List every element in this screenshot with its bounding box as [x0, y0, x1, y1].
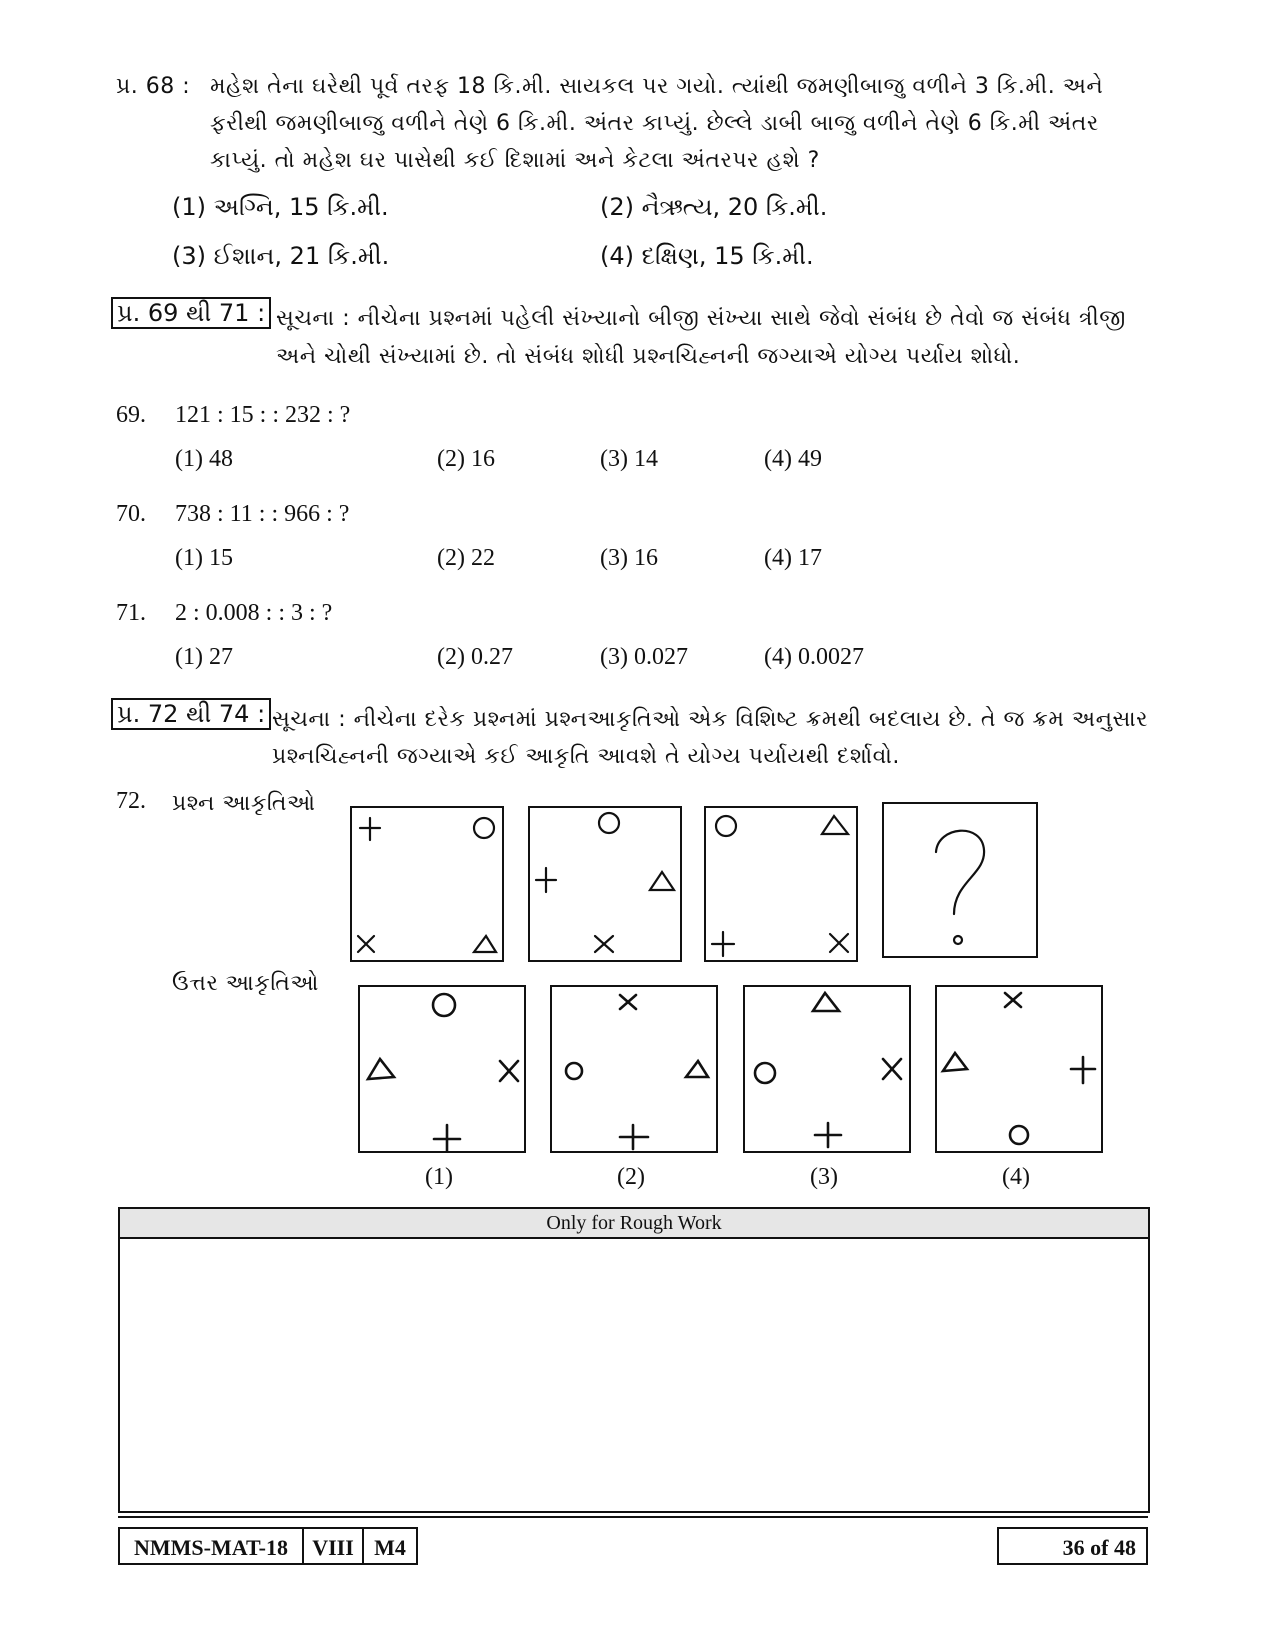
circle-shape [599, 813, 619, 833]
q70-option-3[interactable]: (3) 16 [600, 545, 658, 571]
q68-option-3[interactable]: (3) ઈશાન, 21 કિ.મી. [172, 242, 390, 270]
q71-number: 71. [116, 600, 146, 626]
plus-shape [536, 868, 556, 892]
question-figure-1 [350, 806, 504, 962]
q69-option-1[interactable]: (1) 48 [175, 446, 233, 472]
triangle-shape [686, 1061, 708, 1077]
circle-shape [716, 816, 736, 836]
instruction-72-74-line2: પ્રશ્નચિહ્નની જગ્યાએ કઈ આકૃતિ આવશે તે યોગ્ય પર્યાયથી દર્શાવો. [272, 744, 900, 769]
q70-text: 738 : 11 : : 966 : ? [175, 501, 350, 527]
answer-figure-1[interactable] [358, 985, 526, 1153]
circle-shape [474, 818, 494, 838]
cross-shape [830, 934, 848, 952]
answer-figure-3[interactable] [743, 985, 911, 1153]
instruction-72-74-line1: સૂચના : નીચેના દરેક પ્રશ્નમાં પ્રશ્નઆકૃતિઓ એક વિશિષ્ટ ક્રમથી બદલાય છે. તે જ ક્રમ અનુસાર [272, 707, 1149, 732]
instruction-69-71-line1: સૂચના : નીચેના પ્રશ્નમાં પહેલી સંખ્યાનો બીજી સંખ્યા સાથે જેવો સંબંધ છે તેવો જ સંબંધ ત્રીજી [276, 306, 1126, 331]
question-mark-icon [936, 831, 984, 914]
cross-shape [620, 995, 636, 1009]
footer-divider [118, 1516, 1148, 1518]
footer-code: NMMS-MAT-18 [118, 1527, 304, 1565]
q69-number: 69. [116, 402, 146, 428]
q68-option-4[interactable]: (4) દક્ષિણ, 15 કિ.મી. [600, 242, 814, 270]
q70-option-4[interactable]: (4) 17 [764, 545, 822, 571]
cross-shape [358, 936, 374, 952]
plus-shape [1071, 1057, 1095, 1083]
q70-option-2[interactable]: (2) 22 [437, 545, 495, 571]
cross-shape [883, 1059, 901, 1079]
triangle-shape [943, 1053, 967, 1071]
q68-line1: મહેશ તેના ઘરેથી પૂર્વ તરફ 18 કિ.મી. સાયકલ પર ગયો. ત્યાંથી જમણીબાજુ વળીને 3 કિ.મી. અને [210, 74, 1104, 99]
question-figure-unknown [882, 802, 1038, 958]
footer-set: M4 [362, 1527, 418, 1565]
plus-shape [712, 932, 734, 956]
q68-option-2[interactable]: (2) નૈઋત્ય, 20 કિ.મી. [600, 193, 828, 221]
triangle-shape [474, 936, 496, 952]
circle-shape [1010, 1126, 1028, 1144]
question-figure-2 [528, 806, 682, 962]
q69-option-3[interactable]: (3) 14 [600, 446, 658, 472]
footer-class: VIII [302, 1527, 364, 1565]
q69-text: 121 : 15 : : 232 : ? [175, 402, 351, 428]
answer-number-2: (2) [617, 1164, 645, 1190]
answer-figure-2[interactable] [550, 985, 718, 1153]
q71-option-2[interactable]: (2) 0.27 [437, 644, 513, 670]
plus-shape [815, 1123, 841, 1147]
answer-number-3: (3) [810, 1164, 838, 1190]
cross-shape [1005, 993, 1021, 1007]
q68-number: પ્ર. 68 : [116, 74, 191, 99]
rough-work-heading: Only for Rough Work [120, 1209, 1148, 1239]
triangle-shape [368, 1059, 394, 1079]
plus-shape [360, 818, 380, 840]
circle-shape [433, 994, 455, 1016]
cross-shape [595, 936, 613, 952]
q71-text: 2 : 0.008 : : 3 : ? [175, 600, 333, 626]
answer-number-1: (1) [425, 1164, 453, 1190]
q70-number: 70. [116, 501, 146, 527]
plus-shape [620, 1125, 648, 1149]
q69-option-2[interactable]: (2) 16 [437, 446, 495, 472]
q71-option-4[interactable]: (4) 0.0027 [764, 644, 864, 670]
answer-number-4: (4) [1002, 1164, 1030, 1190]
q68-line2: ફરીથી જમણીબાજુ વળીને તેણે 6 કિ.મી. અંતર કાપ્યું. છેલ્લે ડાબી બાજુ વળીને તેણે 6 કિ.મી અંતર [210, 111, 1099, 136]
q72-number: 72. [116, 788, 146, 814]
circle-shape [755, 1063, 775, 1083]
triangle-shape [822, 816, 848, 834]
question-figures-label: પ્રશ્ન આકૃતિઓ [172, 791, 316, 816]
cross-shape [500, 1061, 518, 1081]
q69-option-4[interactable]: (4) 49 [764, 446, 822, 472]
circle-shape [566, 1063, 582, 1079]
q71-option-1[interactable]: (1) 27 [175, 644, 233, 670]
instruction-69-71-line2: અને ચોથી સંખ્યામાં છે. તો સંબંધ શોધી પ્રશ્નચિહ્નની જગ્યાએ યોગ્ય પર્યાય શોધો. [276, 344, 1021, 369]
triangle-shape [813, 993, 839, 1011]
triangle-shape [650, 872, 674, 890]
q71-option-3[interactable]: (3) 0.027 [600, 644, 688, 670]
q68-option-1[interactable]: (1) અગ્નિ, 15 કિ.મી. [172, 193, 389, 221]
plus-shape [434, 1125, 460, 1151]
question-mark-dot [954, 936, 962, 944]
instruction-72-74-label: પ્ર. 72 થી 74 : [111, 698, 271, 730]
instruction-69-71-label: પ્ર. 69 થી 71 : [111, 297, 271, 329]
footer-page: 36 of 48 [997, 1527, 1148, 1565]
q70-option-1[interactable]: (1) 15 [175, 545, 233, 571]
answer-figures-label: ઉત્તર આકૃતિઓ [172, 971, 319, 996]
q68-line3: કાપ્યું. તો મહેશ ઘર પાસેથી કઈ દિશામાં અને કેટલા અંતરપર હશે ? [210, 148, 820, 173]
question-figure-3 [704, 806, 858, 962]
answer-figure-4[interactable] [935, 985, 1103, 1153]
rough-work-box [118, 1207, 1150, 1513]
